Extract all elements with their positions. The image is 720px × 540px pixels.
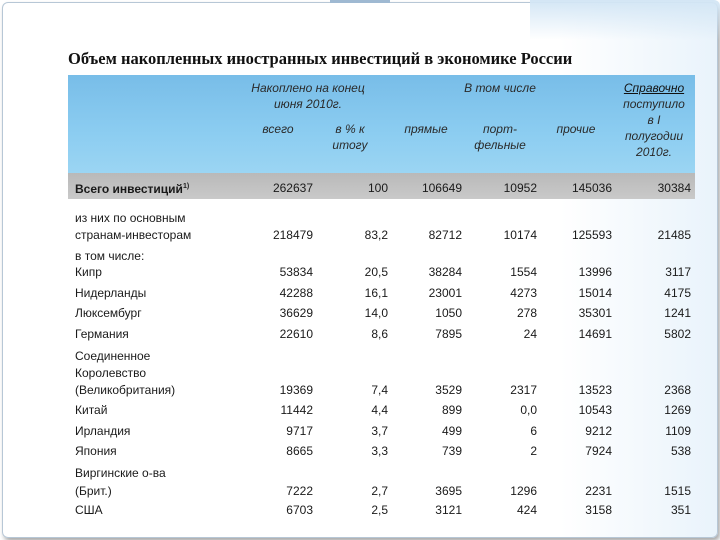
row-percent: 7,4 (371, 383, 388, 397)
row-portfolio: 0,0 (520, 403, 537, 417)
row-other: 7924 (585, 444, 612, 458)
header-accumulated-line2: июня 2010г. (274, 97, 342, 111)
row-direct: 739 (441, 444, 462, 458)
row-reference: 1269 (664, 403, 691, 417)
row-label: США (75, 503, 103, 517)
row-total: 8665 (286, 444, 313, 458)
main-row-reference: 21485 (657, 228, 691, 242)
row-portfolio: 4273 (510, 286, 537, 300)
row-portfolio: 1296 (510, 484, 537, 498)
row-reference: 5802 (664, 327, 691, 341)
row-percent: 8,6 (371, 327, 388, 341)
row-reference: 1241 (664, 306, 691, 320)
row-direct: 899 (441, 403, 462, 417)
header-direct: прямые (404, 122, 448, 136)
row-label: Германия (75, 327, 129, 341)
row-total: 7222 (286, 484, 313, 498)
row-reference: 351 (670, 503, 691, 517)
row-reference: 3117 (665, 265, 691, 279)
header-reference: Справочно (623, 81, 685, 95)
row-percent: 2,7 (371, 484, 388, 498)
row-reference: 1515 (664, 484, 691, 498)
row-other: 9212 (585, 424, 612, 438)
main-row-direct: 82712 (428, 228, 462, 242)
row-total: 9717 (286, 424, 313, 438)
row-total: 19369 (279, 383, 313, 397)
total-row-reference: 30384 (657, 181, 691, 195)
row-other: 2231 (585, 484, 612, 498)
header-portfolio: порт- (483, 122, 517, 136)
row-reference: 2368 (664, 383, 691, 397)
total-row-other: 145036 (571, 181, 612, 195)
header-percent: в % к (335, 122, 365, 136)
page-title: Объем накопленных иностранных инвестиций в экономике России (68, 49, 573, 68)
total-row-portfolio: 10952 (503, 181, 537, 195)
row-direct: 7895 (435, 327, 462, 341)
row-total: 53834 (279, 265, 313, 279)
row-portfolio: 2 (530, 444, 537, 458)
header-reference-line4: полугодии (624, 129, 684, 143)
total-row-footnote: 1) (182, 183, 190, 190)
row-portfolio: 24 (523, 327, 537, 341)
row-percent: 2,5 (371, 503, 388, 517)
row-label: Кипр (75, 265, 102, 279)
row-percent: 14,0 (364, 306, 388, 320)
row-portfolio: 278 (516, 306, 537, 320)
row-label: Китай (75, 403, 108, 417)
row-percent: 3,7 (371, 424, 388, 438)
row-label-line2: Королевство (75, 366, 147, 380)
row-other: 3158 (585, 503, 612, 517)
row-reference: 1109 (665, 424, 691, 438)
row-direct: 499 (441, 424, 462, 438)
row-label: Нидерланды (75, 286, 147, 300)
row-direct: 23001 (428, 286, 462, 300)
row-label: Япония (75, 444, 117, 458)
row-portfolio: 1554 (510, 265, 537, 279)
row-percent: 3,3 (371, 444, 388, 458)
row-label-line2: (Брит.) (75, 484, 112, 498)
corner-decoration (530, 0, 720, 40)
row-other: 13996 (578, 265, 612, 279)
total-row-total: 262637 (272, 181, 313, 195)
row-other: 13523 (578, 383, 612, 397)
total-row-direct: 106649 (421, 181, 462, 195)
header-reference-line3: в I (647, 113, 661, 127)
header-reference-line2: поступило (623, 97, 685, 111)
header-percent-line2: итогу (332, 138, 368, 152)
main-row-percent: 83,2 (364, 228, 388, 242)
main-row-other: 125593 (571, 228, 612, 242)
including-label: в том числе: (75, 249, 145, 263)
row-direct: 3121 (435, 503, 462, 517)
header-including: В том числе (464, 81, 536, 95)
row-reference: 538 (670, 444, 691, 458)
total-row-label (75, 180, 189, 196)
main-row-portfolio: 10174 (503, 228, 537, 242)
row-percent: 4,4 (371, 403, 388, 417)
row-total: 22610 (279, 327, 313, 341)
header-other: прочие (556, 122, 596, 136)
main-row-label: из них по основным (75, 211, 186, 225)
row-percent: 20,5 (364, 265, 388, 279)
row-label: Ирландия (75, 424, 131, 438)
header-portfolio-line2: фельные (474, 138, 526, 152)
row-direct: 1050 (435, 306, 462, 320)
row-portfolio: 424 (516, 503, 537, 517)
row-reference: 4175 (664, 286, 691, 300)
main-row-label-line2: странам-инвесторам (75, 228, 192, 242)
row-total: 36629 (279, 306, 313, 320)
row-label: Люксембург (75, 306, 142, 320)
row-direct: 3529 (435, 383, 462, 397)
row-label: Соединенное (75, 349, 151, 363)
header-total: всего (262, 122, 294, 136)
row-total: 11442 (280, 403, 313, 417)
row-direct: 3695 (435, 484, 462, 498)
main-row-total: 218479 (272, 228, 313, 242)
row-total: 6703 (286, 503, 313, 517)
row-percent: 16,1 (364, 286, 388, 300)
header-reference-line5: 2010г. (636, 145, 672, 159)
row-portfolio: 2317 (510, 383, 537, 397)
row-total: 42288 (279, 286, 313, 300)
top-accent-bar (330, 0, 390, 3)
row-direct: 38284 (428, 265, 462, 279)
total-row-label-text: Всего инвестиций (75, 182, 183, 196)
header-accumulated: Накоплено на конец (251, 81, 365, 95)
row-other: 10543 (578, 403, 612, 417)
row-label-line3: (Великобритания) (75, 383, 176, 397)
row-other: 15014 (578, 286, 612, 300)
row-other: 14691 (578, 327, 612, 341)
row-label: Виргинские о-ва (75, 466, 166, 480)
row-portfolio: 6 (530, 424, 537, 438)
total-row-percent: 100 (367, 181, 388, 195)
row-other: 35301 (578, 306, 612, 320)
